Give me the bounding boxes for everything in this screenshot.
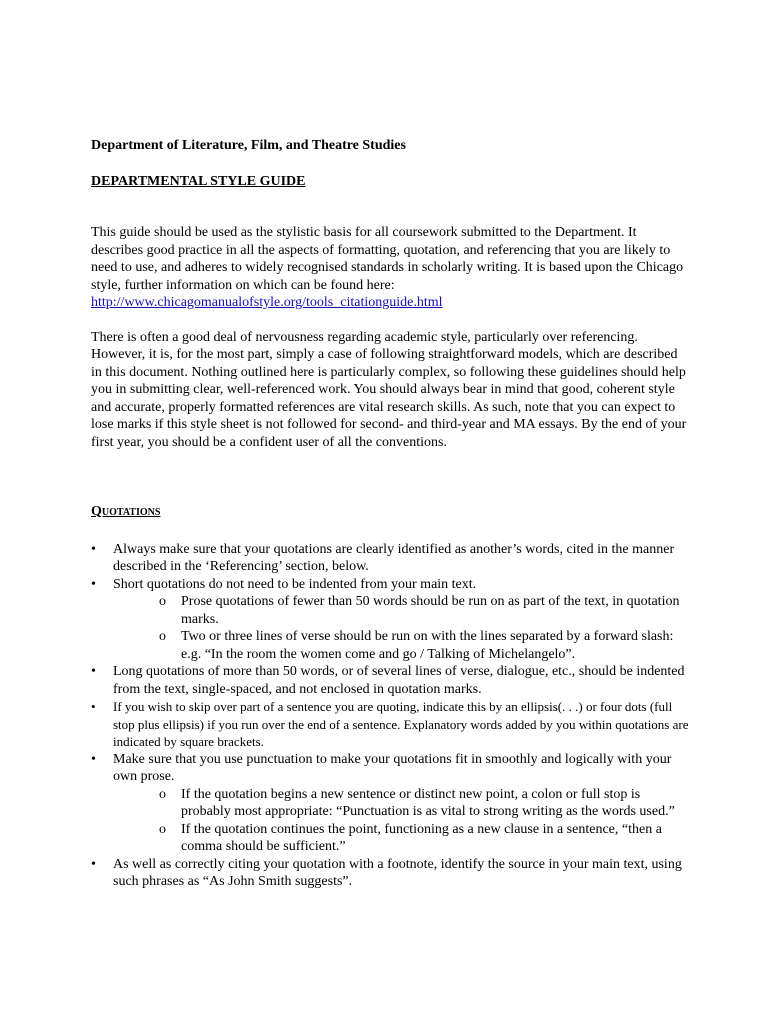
intro-paragraph-1 [91, 224, 691, 312]
page-title: DEPARTMENTAL STYLE GUIDE [91, 173, 306, 189]
list-item-text: Always make sure that your quotations are clearly identified as another’s words, cited in the manner described in the ‘Referencing’ section, below. [113, 541, 675, 574]
section-heading-quotations: Quotations [91, 504, 161, 519]
list-item [91, 856, 691, 891]
sub-list-item [159, 593, 691, 628]
sub-bullet-icon: o [159, 594, 166, 609]
chicago-style-link[interactable]: http://www.chicagomanualofstyle.org/tools_citationguide.html [91, 295, 443, 310]
bullet-icon: • [91, 541, 96, 557]
quotation-rules-list [91, 541, 691, 891]
department-name: Department of Literature, Film, and Theatre Studies [91, 138, 406, 153]
sub-bullet-icon: o [159, 786, 166, 802]
document-body [91, 137, 691, 891]
list-item-text: Short quotations do not need to be indented from your main text. [113, 576, 477, 592]
list-item [91, 541, 691, 576]
list-item-text: As well as correctly citing your quotation with a footnote, identify the source in your main text, using such phrases as “As John Smith suggests”. [113, 856, 682, 889]
list-item [91, 576, 691, 594]
intro-paragraph-1-text: This guide should be used as the stylistic basis for all coursework submitted to the Department. It describes good practice in all the aspects of formatting, quotation, and referencing that you are likely to need to use, and adheres to widely recognised standards in scholarly writing. It is based upon the Chicago style, further information on which can be found here: [91, 225, 684, 293]
sub-list-item [159, 628, 691, 663]
sub-list-item-text: If the quotation begins a new sentence or distinct new point, a colon or full stop is probably most appropriate: “Punctuation is as vital to strong writing as the words used.” [181, 786, 675, 819]
sub-list-container [91, 593, 691, 663]
sub-list-item [159, 821, 691, 856]
bullet-icon: • [91, 699, 96, 714]
sub-list-item-text: Prose quotations of fewer than 50 words should be run on as part of the text, in quotation marks. [181, 594, 680, 627]
sub-bullet-icon: o [159, 821, 166, 837]
list-item [91, 751, 691, 786]
list-item-text: Long quotations of more than 50 words, or of several lines of verse, dialogue, etc., should be indented from the text, single-spaced, and not enclosed in quotation marks. [113, 664, 685, 697]
list-item [91, 698, 691, 751]
bullet-icon: • [91, 751, 96, 767]
sub-list-item-text: If the quotation continues the point, functioning as a new clause in a sentence, “then a comma should be sufficient.” [181, 821, 662, 854]
sub-list-item-text: Two or three lines of verse should be run on with the lines separated by a forward slash: e.g. “In the room the women come and go / Talking of Michelangelo”. [181, 629, 674, 662]
sub-list-container [91, 786, 691, 856]
bullet-icon: • [91, 856, 96, 872]
sub-list [91, 786, 691, 856]
bullet-icon: • [91, 664, 96, 679]
sub-bullet-icon: o [159, 629, 166, 644]
sub-list-item [159, 786, 691, 821]
sub-list [91, 593, 691, 663]
bullet-icon: • [91, 576, 96, 592]
list-item-text: If you wish to skip over part of a sentence you are quoting, indicate this by an ellipsis(. . .) or four dots (full stop plus ellipsis) if you run over the end of a sentence. Explanatory words added by you within quotations are indicated by square brackets. [113, 699, 689, 749]
list-item-text: Make sure that you use punctuation to make your quotations fit in smoothly and logically with your own prose. [113, 751, 672, 784]
intro-paragraph-2: There is often a good deal of nervousness regarding academic style, particularly over referencing. However, it is, for the most part, simply a case of following straightforward models, which are described in this document. Nothing outlined here is particularly complex, so following these guidelines should help you in submitting clear, well-referenced work. You should always bear in mind that good, coherent style and accurate, properly formatted references are vital research skills. As such, note that you can expect to lose marks if this style sheet is not followed for second- and third-year and MA essays. By the end of your first year, you should be a confident user of all the conventions. [91, 329, 687, 450]
list-item [91, 663, 691, 698]
